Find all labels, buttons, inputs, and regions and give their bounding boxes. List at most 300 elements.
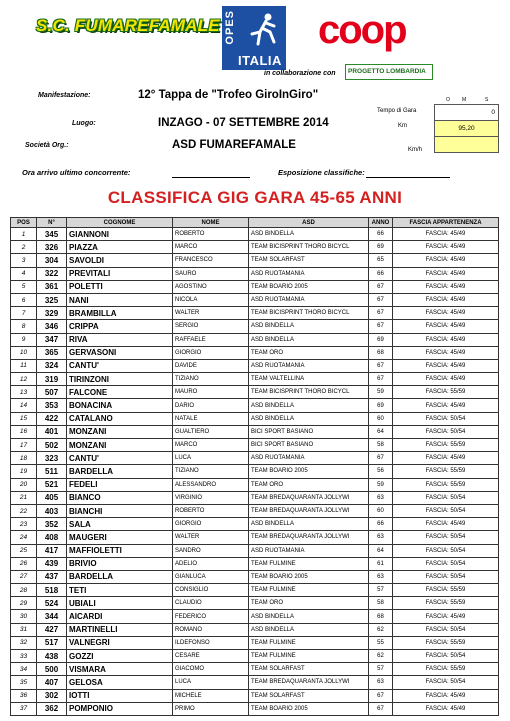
cell-number: 521 [37, 478, 67, 491]
cell-pos: 19 [11, 465, 37, 478]
cell-cognome: MARTINELLI [67, 623, 173, 636]
cell-pos: 25 [11, 544, 37, 557]
cell-nome: PRIMO [173, 702, 249, 715]
table-row [11, 320, 499, 333]
cell-asd: TEAM ORO [249, 597, 369, 610]
cell-anno: 67 [369, 702, 393, 715]
cell-nome: MICHELE [173, 689, 249, 702]
cell-nome: LUCA [173, 452, 249, 465]
cell-pos: 9 [11, 333, 37, 346]
cell-fascia: FASCIA: 45/49 [393, 452, 499, 465]
cell-pos: 32 [11, 636, 37, 649]
cell-fascia: FASCIA: 55/59 [393, 663, 499, 676]
cell-pos: 8 [11, 320, 37, 333]
time-head-m: M [462, 97, 467, 103]
cell-nome: NICOLA [173, 293, 249, 306]
italia-logo-text: ITALIA [238, 53, 282, 68]
cell-nome: FRANCESCO [173, 254, 249, 267]
cell-anno: 63 [369, 570, 393, 583]
cell-pos: 35 [11, 676, 37, 689]
col-header-cognome: COGNOME [67, 218, 173, 228]
cell-pos: 31 [11, 623, 37, 636]
cell-asd: ASD BINDELLA [249, 399, 369, 412]
table-row [11, 518, 499, 531]
cell-number: 302 [37, 689, 67, 702]
time-head-o: O [446, 97, 450, 103]
table-row [11, 307, 499, 320]
cell-fascia: FASCIA: 45/49 [393, 280, 499, 293]
cell-asd: TEAM BOARIO 2005 [249, 702, 369, 715]
cell-fascia: FASCIA: 50/54 [393, 623, 499, 636]
cell-nome: ADELIO [173, 557, 249, 570]
table-row [11, 465, 499, 478]
manifestazione-label: Manifestazione: [38, 92, 91, 99]
classifica-title: CLASSIFICA GIG GARA 45-65 ANNI [107, 188, 403, 207]
cell-anno: 58 [369, 597, 393, 610]
table-row [11, 491, 499, 504]
cell-nome: MARCO [173, 439, 249, 452]
societa-label: Società Org.: [25, 142, 69, 149]
cell-cognome: PREVITALI [67, 267, 173, 280]
kmh-label: Km/h [408, 147, 423, 153]
cell-cognome: POLETTI [67, 280, 173, 293]
cell-asd: ASD BINDELLA [249, 623, 369, 636]
cell-nome: CONSIGLIO [173, 584, 249, 597]
cell-asd: TEAM BICISPRINT THORO BICYCL [249, 386, 369, 399]
cell-anno: 64 [369, 425, 393, 438]
cell-pos: 23 [11, 518, 37, 531]
cell-cognome: CANTU' [67, 452, 173, 465]
time-box [434, 104, 499, 153]
luogo-label: Luogo: [72, 120, 96, 127]
cell-cognome: GIANNONI [67, 228, 173, 241]
cell-pos: 37 [11, 702, 37, 715]
cell-fascia: FASCIA: 45/49 [393, 689, 499, 702]
cell-asd: ASD BINDELLA [249, 610, 369, 623]
cell-pos: 21 [11, 491, 37, 504]
cell-asd: BICI SPORT BASIANO [249, 439, 369, 452]
cell-nome: SANDRO [173, 544, 249, 557]
cell-cognome: SALA [67, 518, 173, 531]
cell-fascia: FASCIA: 50/54 [393, 557, 499, 570]
col-header-anno: ANNO [369, 218, 393, 228]
cell-nome: CESARE [173, 650, 249, 663]
cell-nome: WALTER [173, 307, 249, 320]
cell-cognome: RIVA [67, 333, 173, 346]
cell-nome: DARIO [173, 399, 249, 412]
cell-fascia: FASCIA: 45/49 [393, 320, 499, 333]
cell-cognome: TIRINZONI [67, 373, 173, 386]
cell-pos: 24 [11, 531, 37, 544]
table-row [11, 531, 499, 544]
cell-cognome: IOTTI [67, 689, 173, 702]
cell-number: 319 [37, 373, 67, 386]
cell-asd: TEAM SOLARFAST [249, 663, 369, 676]
cell-pos: 12 [11, 373, 37, 386]
cell-anno: 66 [369, 228, 393, 241]
cell-pos: 10 [11, 346, 37, 359]
esposizione-line [366, 177, 450, 178]
cell-number: 422 [37, 412, 67, 425]
club-logo: S.C. FUMAREFAMALE [36, 16, 220, 35]
cell-fascia: FASCIA: 55/59 [393, 439, 499, 452]
cell-number: 500 [37, 663, 67, 676]
opes-italia-logo [222, 6, 286, 70]
cell-anno: 57 [369, 663, 393, 676]
table-row [11, 439, 499, 452]
cell-fascia: FASCIA: 50/54 [393, 491, 499, 504]
cell-cognome: BRAMBILLA [67, 307, 173, 320]
cell-asd: TEAM ORO [249, 346, 369, 359]
cell-fascia: FASCIA: 50/54 [393, 504, 499, 517]
cell-anno: 67 [369, 373, 393, 386]
km-label: Km [398, 123, 407, 129]
cell-asd: ASD RUOTAMANIA [249, 452, 369, 465]
cell-cognome: BIANCO [67, 491, 173, 504]
cell-number: 346 [37, 320, 67, 333]
runner-icon [246, 12, 280, 48]
tempo-label: Tempo di Gara [377, 108, 417, 114]
cell-pos: 1 [11, 228, 37, 241]
progetto-lombardia-logo: PROGETTO LOMBARDIA [345, 64, 433, 80]
table-row [11, 254, 499, 267]
cell-pos: 33 [11, 650, 37, 663]
cell-number: 408 [37, 531, 67, 544]
cell-cognome: BARDELLA [67, 570, 173, 583]
cell-nome: RAFFAELE [173, 333, 249, 346]
cell-number: 524 [37, 597, 67, 610]
cell-pos: 13 [11, 386, 37, 399]
table-row [11, 478, 499, 491]
cell-fascia: FASCIA: 50/54 [393, 412, 499, 425]
kmh-value [435, 137, 499, 153]
cell-fascia: FASCIA: 45/49 [393, 359, 499, 372]
results-body [11, 228, 499, 716]
cell-anno: 62 [369, 650, 393, 663]
cell-fascia: FASCIA: 45/49 [393, 518, 499, 531]
cell-fascia: FASCIA: 55/59 [393, 465, 499, 478]
cell-cognome: CANTU' [67, 359, 173, 372]
cell-number: 304 [37, 254, 67, 267]
cell-cognome: GELOSA [67, 676, 173, 689]
cell-anno: 68 [369, 610, 393, 623]
table-row [11, 425, 499, 438]
cell-cognome: BARDELLA [67, 465, 173, 478]
cell-number: 438 [37, 650, 67, 663]
table-row [11, 650, 499, 663]
cell-anno: 64 [369, 544, 393, 557]
cell-number: 403 [37, 504, 67, 517]
cell-asd: TEAM SOLARFAST [249, 254, 369, 267]
cell-number: 322 [37, 267, 67, 280]
col-header-fascia: FASCIA APPARTENENZA [393, 218, 499, 228]
cell-number: 405 [37, 491, 67, 504]
cell-nome: VIRGINIO [173, 491, 249, 504]
cell-asd: TEAM BOARIO 2005 [249, 570, 369, 583]
cell-asd: ASD RUOTAMANIA [249, 544, 369, 557]
col-header-num: N° [37, 218, 67, 228]
cell-nome: ALESSANDRO [173, 478, 249, 491]
cell-asd: TEAM BREDAQUARANTA JOLLYWI [249, 504, 369, 517]
col-header-asd: ASD [249, 218, 369, 228]
ora-arrivo-label: Ora arrivo ultimo concorrente: [22, 168, 131, 177]
table-row [11, 373, 499, 386]
cell-cognome: VALNEGRI [67, 636, 173, 649]
cell-asd: TEAM BREDAQUARANTA JOLLYWI [249, 676, 369, 689]
cell-number: 439 [37, 557, 67, 570]
cell-nome: CLAUDIO [173, 597, 249, 610]
cell-cognome: BRIVIO [67, 557, 173, 570]
cell-asd: TEAM FULMINE [249, 636, 369, 649]
cell-number: 362 [37, 702, 67, 715]
cell-anno: 58 [369, 439, 393, 452]
cell-fascia: FASCIA: 45/49 [393, 610, 499, 623]
cell-asd: TEAM BOARIO 2005 [249, 465, 369, 478]
cell-fascia: FASCIA: 50/54 [393, 425, 499, 438]
cell-pos: 16 [11, 425, 37, 438]
cell-fascia: FASCIA: 50/54 [393, 676, 499, 689]
cell-number: 323 [37, 452, 67, 465]
cell-cognome: MAUGERI [67, 531, 173, 544]
cell-nome: ILDEFONSO [173, 636, 249, 649]
cell-anno: 67 [369, 280, 393, 293]
cell-anno: 59 [369, 386, 393, 399]
table-row [11, 610, 499, 623]
cell-cognome: PIAZZA [67, 241, 173, 254]
table-row [11, 504, 499, 517]
cell-pos: 29 [11, 597, 37, 610]
table-row [11, 346, 499, 359]
cell-fascia: FASCIA: 45/49 [393, 307, 499, 320]
table-row [11, 663, 499, 676]
cell-fascia: FASCIA: 45/49 [393, 399, 499, 412]
cell-nome: GIORGIO [173, 346, 249, 359]
cell-nome: NATALE [173, 412, 249, 425]
cell-pos: 14 [11, 399, 37, 412]
cell-fascia: FASCIA: 55/59 [393, 386, 499, 399]
cell-pos: 26 [11, 557, 37, 570]
cell-asd: TEAM BICISPRINT THORO BICYCL [249, 241, 369, 254]
cell-pos: 15 [11, 412, 37, 425]
cell-pos: 2 [11, 241, 37, 254]
cell-pos: 20 [11, 478, 37, 491]
cell-number: 352 [37, 518, 67, 531]
results-table [10, 217, 499, 716]
cell-anno: 67 [369, 293, 393, 306]
collaboration-text: in collaborazione con [264, 70, 336, 77]
cell-pos: 22 [11, 504, 37, 517]
cell-nome: SERGIO [173, 320, 249, 333]
cell-asd: BICI SPORT BASIANO [249, 425, 369, 438]
cell-nome: DAVIDE [173, 359, 249, 372]
cell-pos: 36 [11, 689, 37, 702]
cell-anno: 69 [369, 241, 393, 254]
cell-fascia: FASCIA: 45/49 [393, 254, 499, 267]
table-row [11, 570, 499, 583]
table-row [11, 676, 499, 689]
cell-nome: ROBERTO [173, 228, 249, 241]
cell-anno: 69 [369, 399, 393, 412]
cell-fascia: FASCIA: 55/59 [393, 584, 499, 597]
col-header-nome: NOME [173, 218, 249, 228]
opes-logo-text: OPES [224, 10, 236, 45]
cell-nome: GIACOMO [173, 663, 249, 676]
cell-nome: MARCO [173, 241, 249, 254]
cell-anno: 63 [369, 676, 393, 689]
cell-anno: 69 [369, 333, 393, 346]
table-row [11, 293, 499, 306]
cell-number: 437 [37, 570, 67, 583]
cell-pos: 27 [11, 570, 37, 583]
cell-pos: 17 [11, 439, 37, 452]
esposizione-label: Esposizione classifiche: [278, 168, 365, 177]
time-head-s: S [485, 97, 489, 103]
table-row [11, 333, 499, 346]
cell-nome: AGOSTINO [173, 280, 249, 293]
table-row [11, 544, 499, 557]
cell-nome: GIORGIO [173, 518, 249, 531]
table-row [11, 412, 499, 425]
cell-cognome: UBIALI [67, 597, 173, 610]
cell-anno: 66 [369, 267, 393, 280]
cell-anno: 66 [369, 518, 393, 531]
cell-anno: 65 [369, 254, 393, 267]
cell-anno: 67 [369, 689, 393, 702]
cell-nome: ROMANO [173, 623, 249, 636]
cell-asd: TEAM ORO [249, 478, 369, 491]
cell-anno: 67 [369, 359, 393, 372]
table-row [11, 267, 499, 280]
cell-anno: 67 [369, 320, 393, 333]
table-row [11, 689, 499, 702]
cell-asd: TEAM BREDAQUARANTA JOLLYWI [249, 491, 369, 504]
cell-number: 324 [37, 359, 67, 372]
cell-nome: MAURO [173, 386, 249, 399]
cell-number: 407 [37, 676, 67, 689]
cell-asd: TEAM FULMINE [249, 557, 369, 570]
cell-anno: 68 [369, 346, 393, 359]
cell-fascia: FASCIA: 50/54 [393, 544, 499, 557]
table-row [11, 452, 499, 465]
cell-anno: 62 [369, 623, 393, 636]
cell-asd: ASD RUOTAMANIA [249, 359, 369, 372]
cell-asd: TEAM SOLARFAST [249, 689, 369, 702]
cell-cognome: MONZANI [67, 439, 173, 452]
cell-cognome: CRIPPA [67, 320, 173, 333]
cell-number: 507 [37, 386, 67, 399]
cell-nome: LUCA [173, 676, 249, 689]
cell-number: 329 [37, 307, 67, 320]
cell-pos: 30 [11, 610, 37, 623]
cell-anno: 63 [369, 531, 393, 544]
cell-number: 518 [37, 584, 67, 597]
cell-fascia: FASCIA: 45/49 [393, 373, 499, 386]
cell-cognome: FEDELI [67, 478, 173, 491]
cell-asd: ASD BINDELLA [249, 518, 369, 531]
cell-pos: 18 [11, 452, 37, 465]
cell-anno: 56 [369, 465, 393, 478]
cell-anno: 60 [369, 412, 393, 425]
cell-anno: 57 [369, 584, 393, 597]
cell-number: 517 [37, 636, 67, 649]
cell-fascia: FASCIA: 45/49 [393, 267, 499, 280]
cell-asd: ASD BINDELLA [249, 228, 369, 241]
manifestazione-value: 12° Tappa de "Trofeo GiroInGiro" [138, 89, 319, 101]
cell-fascia: FASCIA: 45/49 [393, 333, 499, 346]
luogo-value: INZAGO - 07 SETTEMBRE 2014 [158, 117, 329, 129]
cell-nome: ROBERTO [173, 504, 249, 517]
table-row [11, 386, 499, 399]
cell-anno: 59 [369, 478, 393, 491]
cell-nome: GUALTIERO [173, 425, 249, 438]
cell-cognome: BIANCHI [67, 504, 173, 517]
cell-cognome: GERVASONI [67, 346, 173, 359]
cell-number: 502 [37, 439, 67, 452]
cell-nome: FEDERICO [173, 610, 249, 623]
table-row [11, 597, 499, 610]
cell-asd: TEAM FULMINE [249, 584, 369, 597]
table-row [11, 359, 499, 372]
table-row [11, 636, 499, 649]
cell-fascia: FASCIA: 55/59 [393, 597, 499, 610]
cell-number: 417 [37, 544, 67, 557]
table-row [11, 557, 499, 570]
cell-asd: ASD RUOTAMANIA [249, 293, 369, 306]
cell-number: 427 [37, 623, 67, 636]
results-header-row [11, 218, 499, 228]
cell-pos: 5 [11, 280, 37, 293]
table-row [11, 623, 499, 636]
cell-pos: 6 [11, 293, 37, 306]
cell-asd: TEAM BICISPRINT THORO BICYCL [249, 307, 369, 320]
cell-anno: 67 [369, 307, 393, 320]
cell-cognome: BONACINA [67, 399, 173, 412]
societa-value: ASD FUMAREFAMALE [172, 139, 296, 151]
cell-number: 325 [37, 293, 67, 306]
cell-number: 353 [37, 399, 67, 412]
cell-number: 345 [37, 228, 67, 241]
cell-nome: GIANLUCA [173, 570, 249, 583]
cell-fascia: FASCIA: 50/54 [393, 531, 499, 544]
table-row [11, 584, 499, 597]
cell-asd: ASD RUOTAMANIA [249, 267, 369, 280]
cell-cognome: GOZZI [67, 650, 173, 663]
cell-anno: 55 [369, 636, 393, 649]
cell-fascia: FASCIA: 55/59 [393, 636, 499, 649]
cell-pos: 4 [11, 267, 37, 280]
cell-pos: 11 [11, 359, 37, 372]
cell-cognome: AICARDI [67, 610, 173, 623]
cell-number: 365 [37, 346, 67, 359]
cell-asd: TEAM VALTELLINA [249, 373, 369, 386]
cell-cognome: TETI [67, 584, 173, 597]
cell-asd: TEAM BOARIO 2005 [249, 280, 369, 293]
table-row [11, 280, 499, 293]
table-row [11, 702, 499, 715]
cell-pos: 34 [11, 663, 37, 676]
cell-fascia: FASCIA: 55/59 [393, 478, 499, 491]
cell-anno: 61 [369, 557, 393, 570]
cell-fascia: FASCIA: 50/54 [393, 650, 499, 663]
cell-pos: 7 [11, 307, 37, 320]
cell-anno: 67 [369, 452, 393, 465]
cell-fascia: FASCIA: 50/54 [393, 570, 499, 583]
cell-number: 401 [37, 425, 67, 438]
cell-number: 347 [37, 333, 67, 346]
cell-cognome: MONZANI [67, 425, 173, 438]
cell-asd: ASD BINDELLA [249, 333, 369, 346]
cell-number: 344 [37, 610, 67, 623]
